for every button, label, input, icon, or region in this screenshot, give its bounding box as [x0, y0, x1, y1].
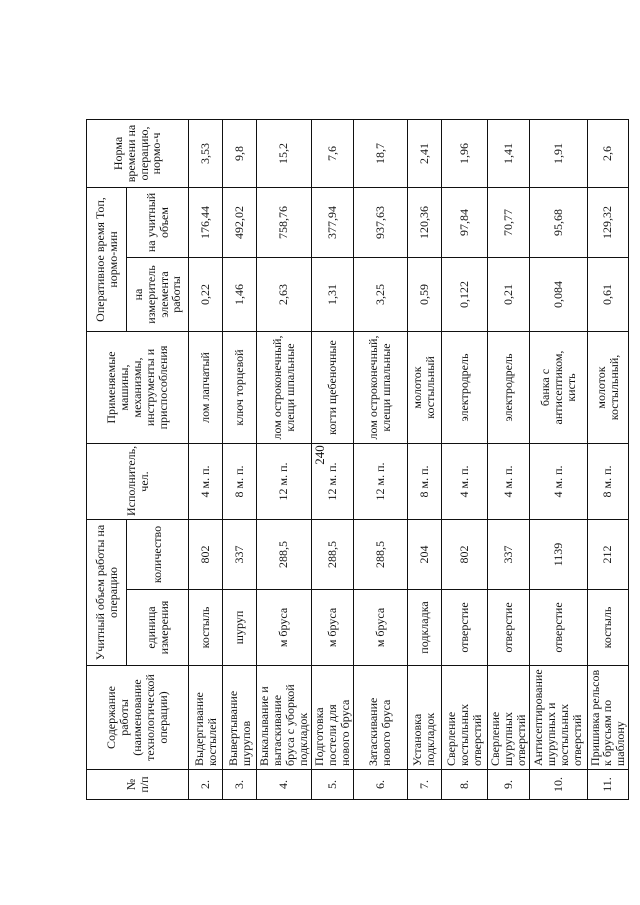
cell-performer: 4 м. п.	[189, 444, 223, 520]
cell-num: 4.	[257, 770, 312, 800]
cell-per-volume: 176,44	[189, 187, 223, 257]
cell-tools: лом лапчатый	[189, 332, 223, 444]
table-row	[441, 119, 487, 799]
header-performer: Исполнитель, чел.	[87, 444, 189, 520]
cell-qty: 337	[223, 520, 257, 590]
cell-tools: когти щебеночные	[311, 332, 353, 444]
cell-num: 10.	[529, 770, 587, 800]
cell-norm: 1,41	[487, 119, 529, 187]
cell-unit: м бруса	[353, 590, 407, 666]
cell-unit: костыль	[189, 590, 223, 666]
cell-performer: 4 м. п.	[529, 444, 587, 520]
page-number: 240	[312, 445, 327, 465]
cell-content: Выкалывание и вытаскивание бруса с уборкой подкладок	[257, 666, 312, 770]
cell-tools: молоток костыльный	[407, 332, 441, 444]
table-row	[311, 119, 353, 799]
cell-per-volume: 97,84	[441, 187, 487, 257]
header-time-group: Оперативное время Топ, нормо-мин	[87, 187, 127, 331]
table-row	[353, 119, 407, 799]
cell-performer: 8 м. п.	[223, 444, 257, 520]
cell-unit: подкладка	[407, 590, 441, 666]
cell-tools: банка с антисептиком, кисть	[529, 332, 587, 444]
cell-num: 7.	[407, 770, 441, 800]
cell-qty: 802	[441, 520, 487, 590]
cell-norm: 3,53	[189, 119, 223, 187]
cell-per-volume: 937,63	[353, 187, 407, 257]
header-unit: единица измерения	[127, 590, 189, 666]
table-row	[189, 119, 223, 799]
cell-qty: 1139	[529, 520, 587, 590]
cell-per-element: 1,46	[223, 258, 257, 332]
cell-per-element: 0,59	[407, 258, 441, 332]
cell-num: 9.	[487, 770, 529, 800]
cell-norm: 9,8	[223, 119, 257, 187]
cell-per-volume: 492,02	[223, 187, 257, 257]
cell-per-element: 0,22	[189, 258, 223, 332]
cell-per-volume: 758,76	[257, 187, 312, 257]
cell-norm: 18,7	[353, 119, 407, 187]
cell-norm: 1,91	[529, 119, 587, 187]
cell-content: Вывертывание шурупов	[223, 666, 257, 770]
cell-content: Затаскивание нового бруса	[353, 666, 407, 770]
cell-norm: 2,6	[587, 119, 629, 187]
cell-unit: костыль	[587, 590, 629, 666]
cell-per-element: 1,31	[311, 258, 353, 332]
cell-per-volume: 377,94	[311, 187, 353, 257]
cell-content: Сверление костыльных отверстий	[441, 666, 487, 770]
cell-content: Установка подкладок	[407, 666, 441, 770]
cell-content: Пришивка рельсов к брусьям по шаблону	[587, 666, 629, 770]
header-tools: Применяемые машины, механизмы, инструменты и приспособления	[87, 332, 189, 444]
cell-tools: электродрель	[487, 332, 529, 444]
cell-tools: молоток костыльный,	[587, 332, 629, 444]
cell-content: Антисептирование шурупных и костыльных отверстий	[529, 666, 587, 770]
rotated-table-wrapper	[86, 120, 628, 800]
table-row	[587, 119, 629, 799]
cell-unit: м бруса	[311, 590, 353, 666]
table-row	[257, 119, 312, 799]
header-qty: количество	[127, 520, 189, 590]
cell-norm: 15,2	[257, 119, 312, 187]
cell-num: 6.	[353, 770, 407, 800]
cell-per-element: 2,63	[257, 258, 312, 332]
cell-per-element: 0,122	[441, 258, 487, 332]
cell-performer: 12 м. п.	[257, 444, 312, 520]
cell-performer: 8 м. п.	[407, 444, 441, 520]
cell-content: Выдергивание костылей	[189, 666, 223, 770]
cell-per-element: 3,25	[353, 258, 407, 332]
cell-tools: лом остроконечный, клещи шпальные	[353, 332, 407, 444]
cell-qty: 288,5	[257, 520, 312, 590]
cell-qty: 337	[487, 520, 529, 590]
cell-norm: 7,6	[311, 119, 353, 187]
table-row	[223, 119, 257, 799]
table-row	[407, 119, 441, 799]
header-norm: Норма времени на операцию, нормо-ч	[87, 119, 189, 187]
header-per-element: на измеритель элемента работы	[127, 258, 189, 332]
header-num: № п/п	[87, 770, 189, 800]
cell-unit: отверстие	[441, 590, 487, 666]
cell-performer: 8 м. п.	[587, 444, 629, 520]
cell-per-element: 0,084	[529, 258, 587, 332]
cell-performer: 4 м. п.	[487, 444, 529, 520]
cell-per-volume: 129,32	[587, 187, 629, 257]
cell-per-volume: 95,68	[529, 187, 587, 257]
table-row	[487, 119, 529, 799]
cell-per-element: 0,21	[487, 258, 529, 332]
header-per-volume: на учитный объем	[127, 187, 189, 257]
cell-tools: лом остроконечный, клещи шпальные	[257, 332, 312, 444]
cell-content: Подготовка постели для нового бруса	[311, 666, 353, 770]
cell-qty: 802	[189, 520, 223, 590]
cell-unit: отверстие	[487, 590, 529, 666]
cell-per-volume: 120,36	[407, 187, 441, 257]
cell-num: 11.	[587, 770, 629, 800]
cell-num: 8.	[441, 770, 487, 800]
cell-num: 3.	[223, 770, 257, 800]
table-header-row-1	[87, 119, 127, 799]
table-row	[529, 119, 587, 799]
cell-unit: м бруса	[257, 590, 312, 666]
cell-performer: 12 м. п.	[311, 444, 353, 520]
cell-performer: 4 м. п.	[441, 444, 487, 520]
cell-qty: 204	[407, 520, 441, 590]
cell-unit: отверстие	[529, 590, 587, 666]
cell-tools: электродрель	[441, 332, 487, 444]
cell-num: 2.	[189, 770, 223, 800]
cell-norm: 2,41	[407, 119, 441, 187]
header-volume-group: Учитный объем работы на операцию	[87, 520, 127, 666]
work-operations-table	[86, 119, 629, 800]
cell-per-element: 0,61	[587, 258, 629, 332]
cell-content: Сверление шурупных отверстий	[487, 666, 529, 770]
cell-qty: 288,5	[311, 520, 353, 590]
cell-norm: 1,96	[441, 119, 487, 187]
cell-num: 5.	[311, 770, 353, 800]
cell-qty: 288,5	[353, 520, 407, 590]
cell-tools: ключ торцевой	[223, 332, 257, 444]
cell-performer: 12 м. п.	[353, 444, 407, 520]
cell-unit: шуруп	[223, 590, 257, 666]
header-content: Содержание работы (наименование технологической операции)	[87, 666, 189, 770]
cell-qty: 212	[587, 520, 629, 590]
cell-per-volume: 70,77	[487, 187, 529, 257]
